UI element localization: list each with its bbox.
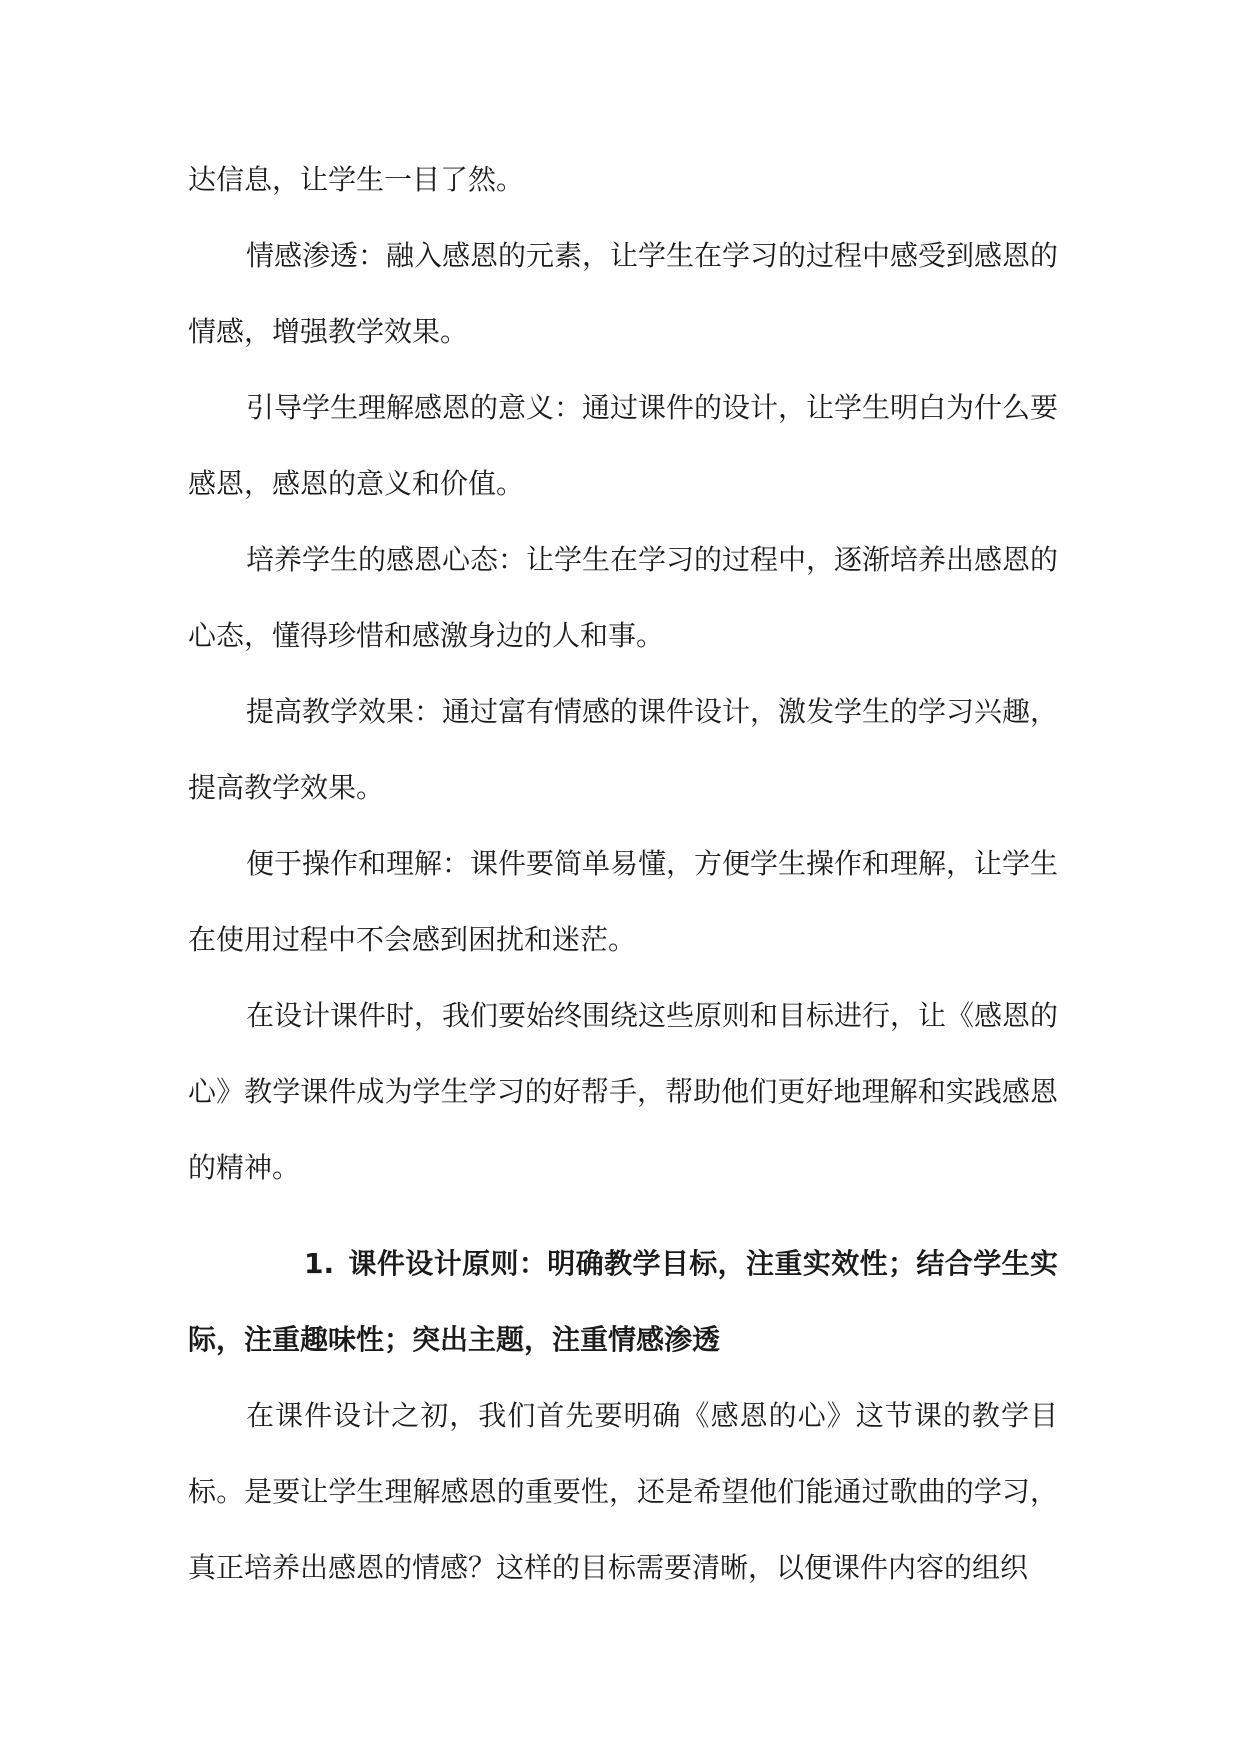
paragraph-continuation: 达信息，让学生一目了然。 [188,163,525,196]
paragraph-meaning-of-gratitude: 引导学生理解感恩的意义：通过课件的设计，让学生明白为什么要感恩，感恩的意义和价值。 [188,391,1059,500]
paragraph-ease-of-use: 便于操作和理解：课件要简单易懂，方便学生操作和理解，让学生在使用过程中不会感到困扰和迷茫。 [188,847,1059,956]
paragraph-design-summary: 在设计课件时，我们要始终围绕这些原则和目标进行，让《感恩的心》教学课件成为学生学习的好帮手，帮助他们更好地理解和实践感恩的精神。 [188,999,1059,1184]
paragraph-gratitude-mindset: 培养学生的感恩心态：让学生在学习的过程中，逐渐培养出感恩的心态，懂得珍惜和感激身边的人和事。 [188,543,1059,652]
section-spacer [188,1206,1058,1226]
paragraph-teaching-goals: 在课件设计之初，我们首先要明确《感恩的心》这节课的教学目标。是要让学生理解感恩的重要性，还是希望他们能通过歌曲的学习，真正培养出感恩的情感？这样的目标需要清晰，以便课件内容的组织 [188,1399,1058,1584]
section-heading [188,1226,1058,1378]
document-body [188,142,1058,1606]
paragraph-teaching-effect: 提高教学效果：通过富有情感的课件设计，激发学生的学习兴趣，提高教学效果。 [188,695,1059,804]
section-heading-number: 1. [304,1247,335,1280]
section-heading-text: 课件设计原则：明确教学目标，注重实效性；结合学生实际，注重趣味性；突出主题，注重情感渗透 [188,1247,1058,1356]
paragraph-emotional-infusion: 情感渗透：融入感恩的元素，让学生在学习的过程中感受到感恩的情感，增强教学效果。 [188,239,1059,348]
